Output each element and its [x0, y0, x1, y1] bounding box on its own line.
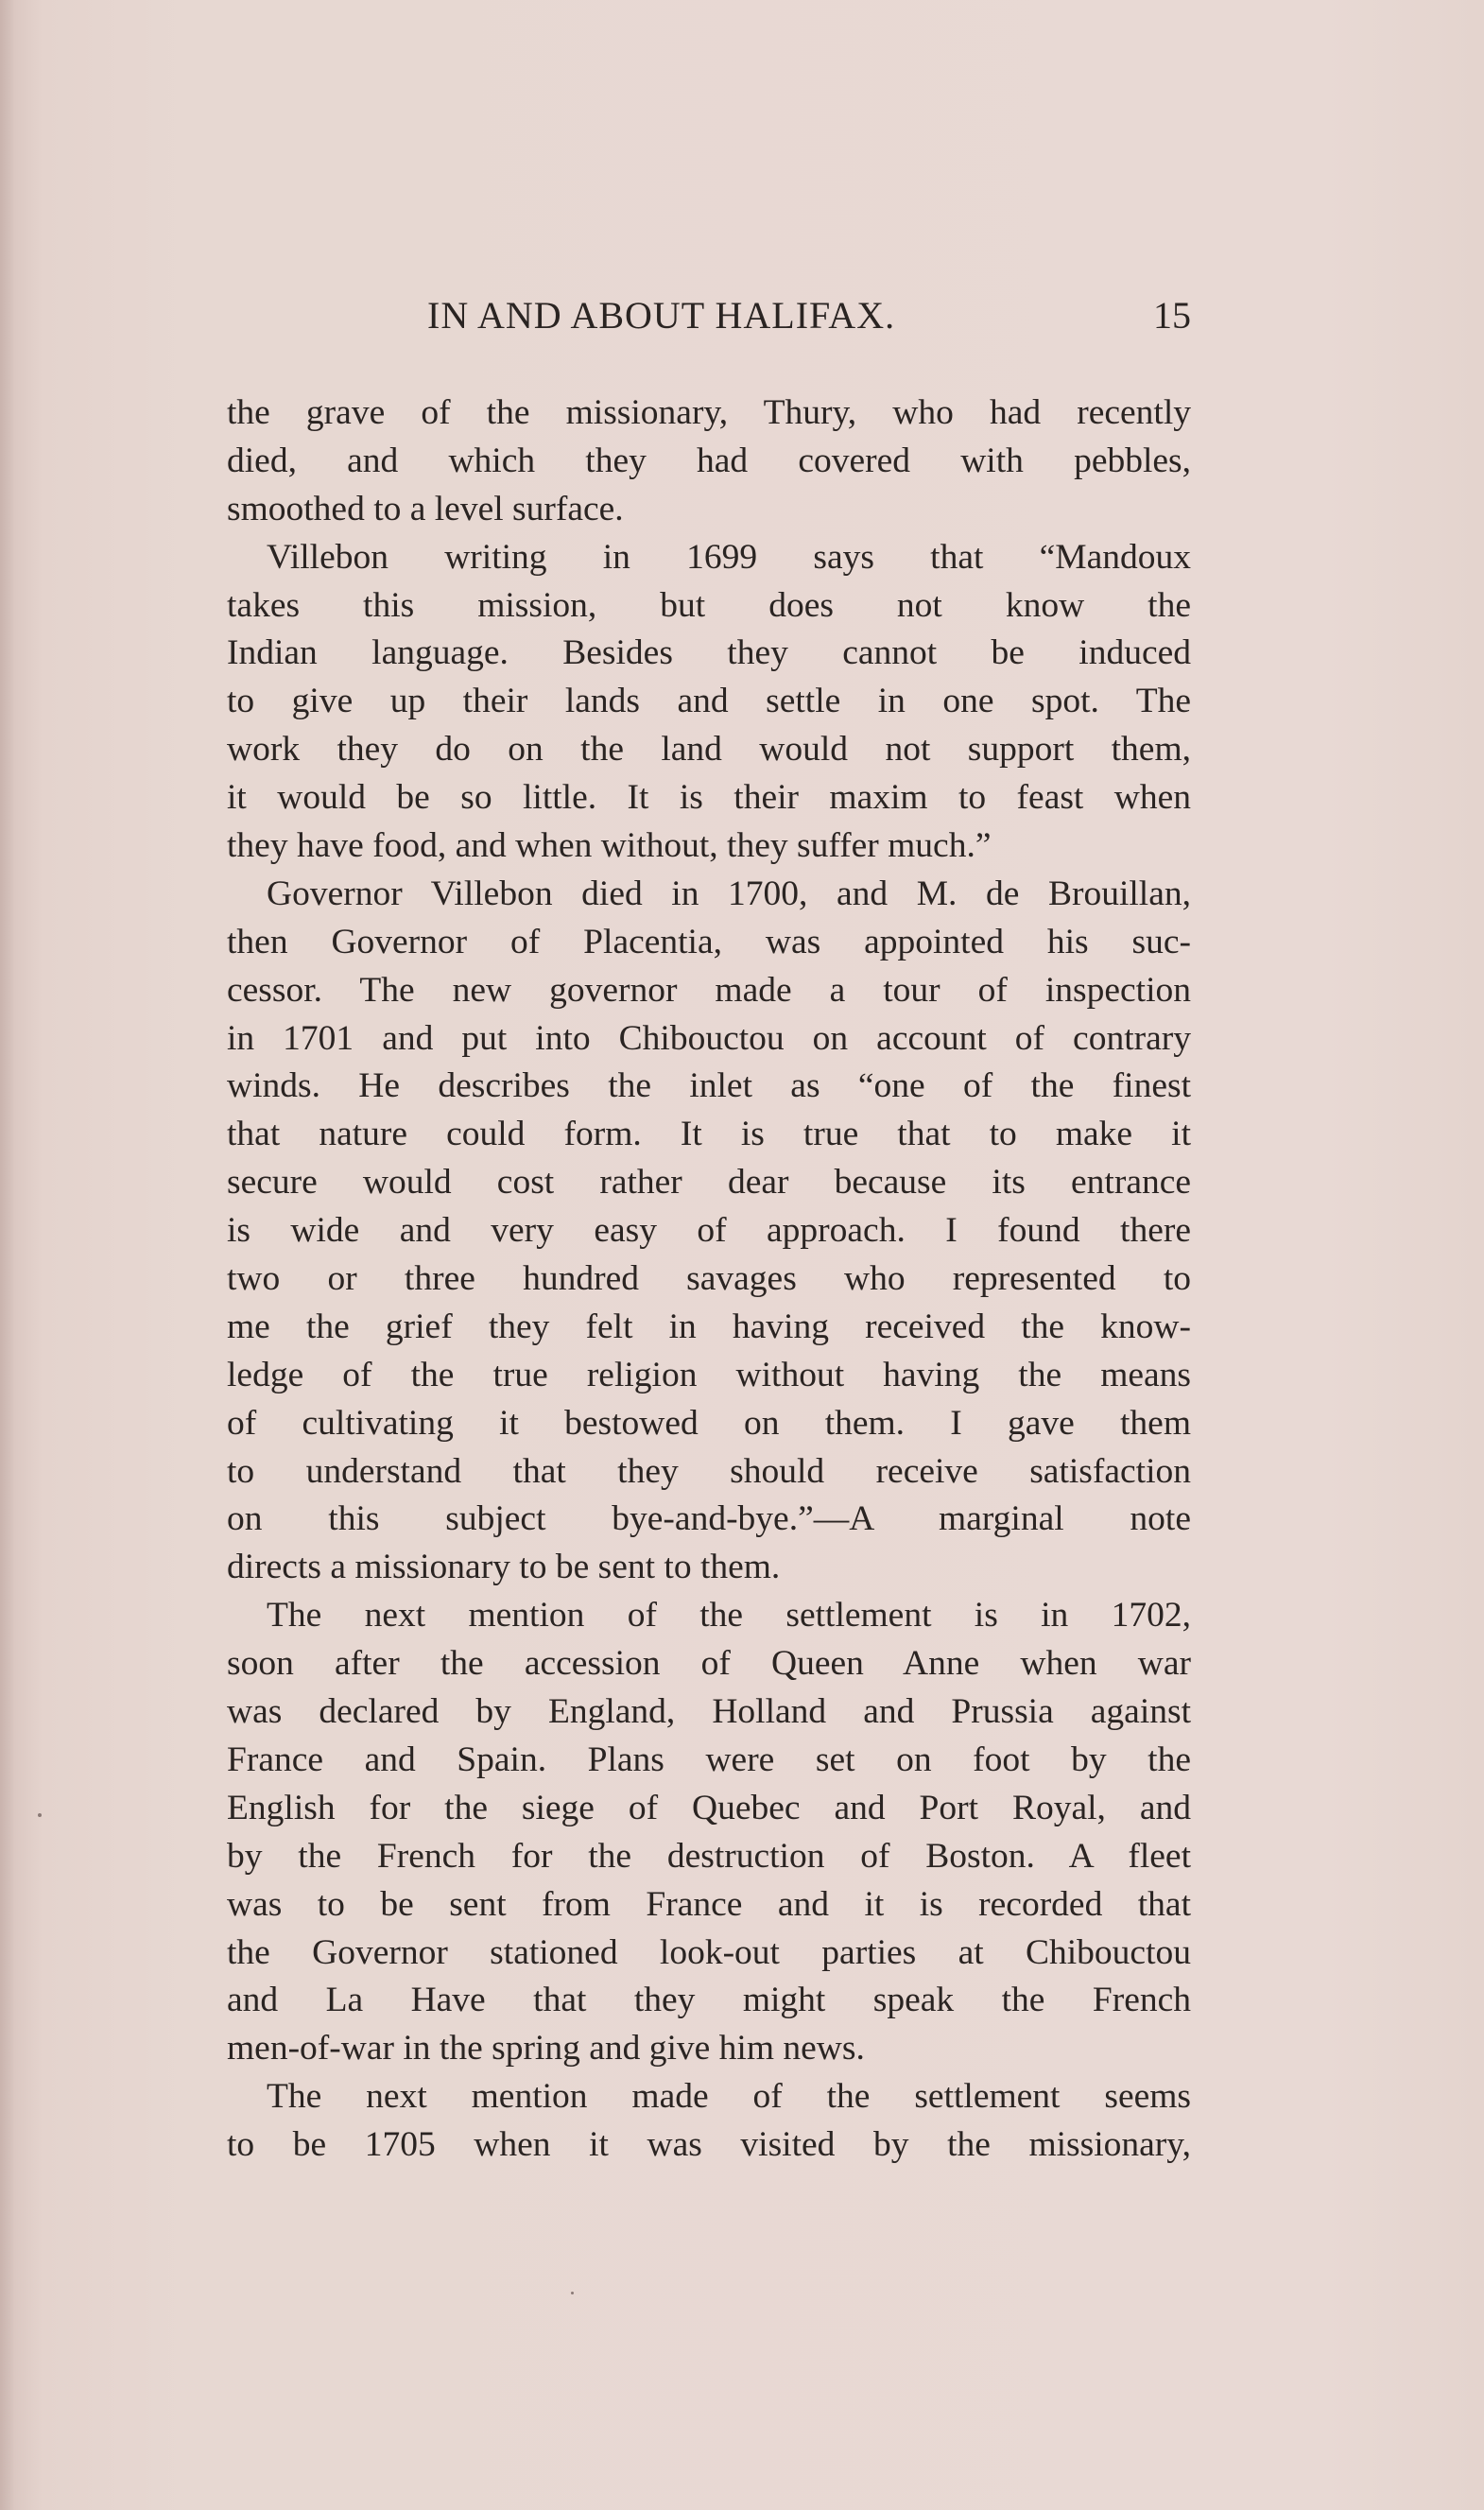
text-line: that nature could form. It is true that to make it	[227, 1115, 1191, 1154]
text-line: of cultivating it bestowed on them. I gave them	[227, 1403, 1191, 1443]
text-line: was declared by England, Holland and Prussia against	[227, 1692, 1191, 1732]
text-line: Indian language. Besides they cannot be induced	[227, 633, 1191, 673]
text-line: is wide and very easy of approach. I found there	[227, 1211, 1191, 1251]
body-text	[227, 389, 1191, 2170]
text-line: they have food, and when without, they suffer much.”	[227, 826, 992, 866]
page-number: 15	[1153, 294, 1191, 337]
text-line: was to be sent from France and it is recorded that	[227, 1884, 1191, 1924]
text-line: then Governor of Placentia, was appointed his suc-	[227, 922, 1191, 961]
text-line: to give up their lands and settle in one spot. The	[227, 682, 1191, 721]
text-line: died, and which they had covered with pebbles,	[227, 441, 1191, 480]
text-line: men-of-war in the spring and give him news.	[227, 2029, 865, 2069]
text-line: the Governor stationed look-out parties at Chibouctou	[227, 1932, 1191, 1972]
running-head: IN AND ABOUT HALIFAX.	[427, 294, 896, 337]
text-line: it would be so little. It is their maxim to feast when	[227, 778, 1191, 818]
text-line: soon after the accession of Queen Anne when war	[227, 1644, 1191, 1684]
text-line: Villebon writing in 1699 says that “Mandoux	[267, 537, 1191, 577]
text-line: to understand that they should receive satisfaction	[227, 1451, 1191, 1491]
text-line: smoothed to a level surface.	[227, 489, 624, 528]
paper-speck	[38, 1813, 42, 1817]
text-line: The next mention of the settlement is in 1702,	[267, 1596, 1191, 1636]
text-line: takes this mission, but does not know the	[227, 585, 1191, 625]
text-line: Governor Villebon died in 1700, and M. de Brouillan,	[267, 874, 1191, 913]
text-line: work they do on the land would not support them,	[227, 730, 1191, 770]
text-line: the grave of the missionary, Thury, who had recently	[227, 393, 1191, 432]
paper-speck	[571, 2292, 574, 2294]
text-line: two or three hundred savages who represented to	[227, 1259, 1191, 1299]
text-line: English for the siege of Quebec and Port Royal, and	[227, 1788, 1191, 1827]
page-gutter-edge	[0, 0, 13, 2510]
page-header	[227, 286, 1191, 352]
text-line: directs a missionary to be sent to them.	[227, 1548, 781, 1587]
text-line: The next mention made of the settlement seems	[267, 2077, 1191, 2117]
text-line: France and Spain. Plans were set on foot by the	[227, 1740, 1191, 1779]
text-line: secure would cost rather dear because its entrance	[227, 1163, 1191, 1203]
text-line: ledge of the true religion without having the means	[227, 1355, 1191, 1394]
text-line: to be 1705 when it was visited by the missionary,	[227, 2125, 1191, 2165]
text-line: and La Have that they might speak the French	[227, 1981, 1191, 2020]
text-line: on this subject bye-and-bye.”—A marginal note	[227, 1499, 1191, 1539]
text-line: me the grief they felt in having received the know-	[227, 1307, 1191, 1346]
text-line: in 1701 and put into Chibouctou on account of contrary	[227, 1018, 1191, 1058]
text-line: winds. He describes the inlet as “one of the finest	[227, 1066, 1191, 1106]
text-line: cessor. The new governor made a tour of inspection	[227, 970, 1191, 1010]
text-line: by the French for the destruction of Boston. A fleet	[227, 1836, 1191, 1876]
